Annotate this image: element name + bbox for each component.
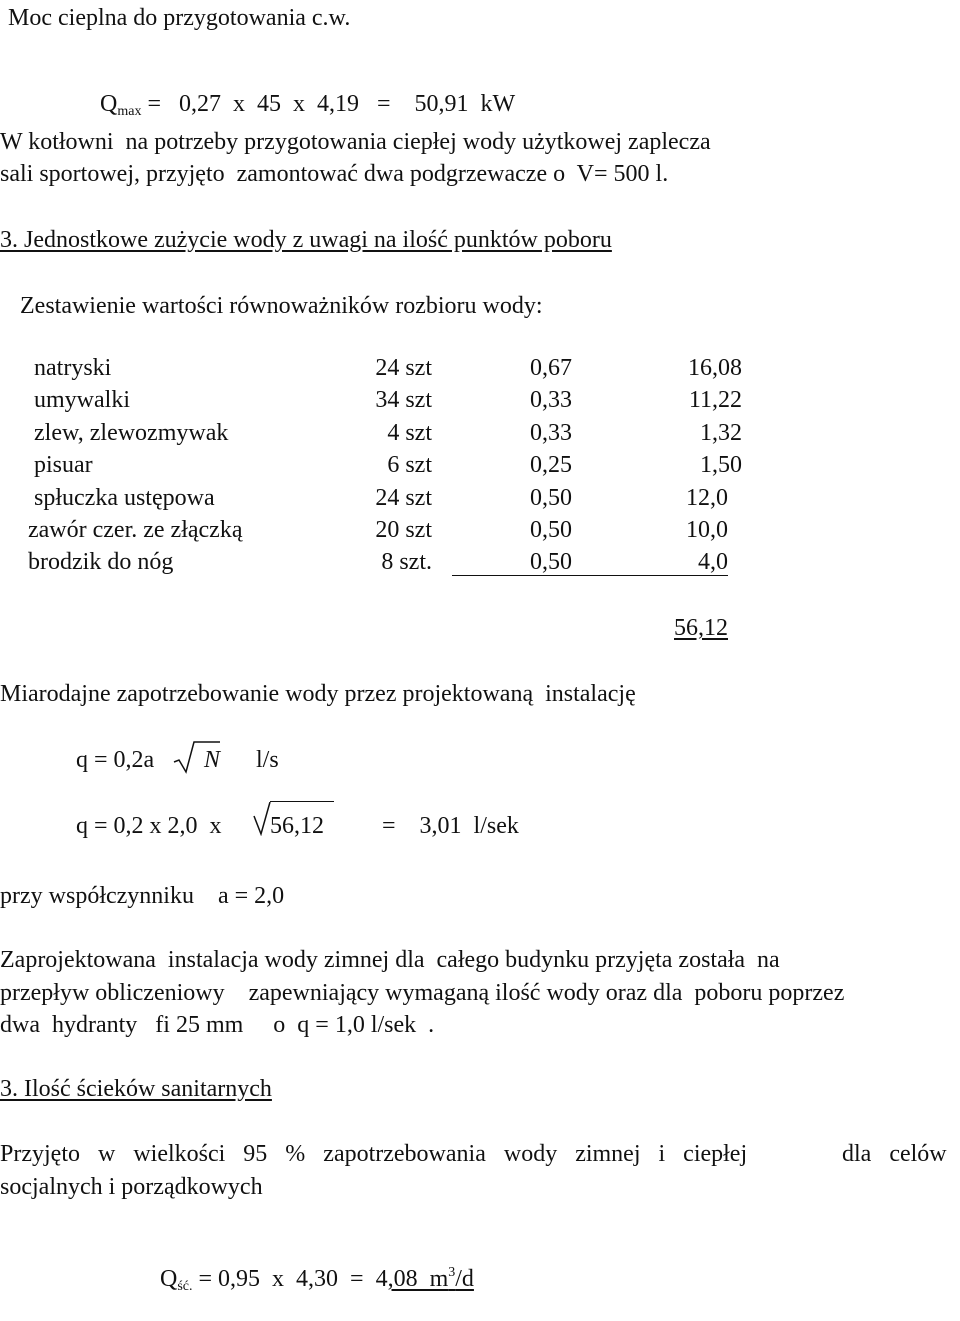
table-row	[0, 354, 960, 382]
fixture-equiv: 0,50	[530, 517, 572, 543]
sewage-paragraph-line-1-end: dla celów	[842, 1141, 947, 1167]
fixture-equiv: 0,67	[530, 355, 572, 381]
heading-hot-water: Moc cieplna do przygotowania c.w.	[8, 5, 351, 31]
formula-calc-result: = 3,01 l/sek	[382, 813, 519, 839]
sewage-symbol: Q	[160, 1266, 178, 1292]
fixture-name: zawór czer. ze złączką	[28, 517, 243, 543]
table-row	[0, 484, 960, 512]
qmax-expression: = 0,27 x 45 x 4,19 = 50,91 kW	[147, 91, 516, 117]
fixture-qty: 8 szt.	[381, 549, 432, 575]
fixture-qty: 6 szt	[387, 452, 432, 478]
fixture-sum: 12,0	[686, 485, 728, 511]
fixture-name: pisuar	[34, 452, 93, 478]
fixture-sum: 1,32	[700, 420, 742, 446]
section3-title: 3. Jednostkowe zużycie wody z uwagi na ilość punktów poboru	[0, 227, 612, 253]
table-row	[0, 451, 960, 479]
fixture-name: umywalki	[34, 387, 130, 413]
qmax-subscript: max	[117, 104, 142, 119]
fixture-equiv: 0,50	[530, 549, 572, 575]
fixture-qty: 34 szt	[375, 387, 432, 413]
formula-general-unit: l/s	[256, 747, 279, 773]
table-row	[0, 419, 960, 447]
sewage-expression-value	[388, 1266, 474, 1292]
equivalents-intro: Zestawienie wartości równoważników rozbioru wody:	[20, 293, 543, 319]
table-row	[0, 386, 960, 414]
design-paragraph-line-3: dwa hydranty fi 25 mm o q = 1,0 l/sek .	[0, 1012, 435, 1038]
fixture-qty: 24 szt	[375, 485, 432, 511]
design-paragraph-line-2: przepływ obliczeniowy zapewniający wymaganą ilość wody oraz dla poboru poprzez	[0, 980, 845, 1006]
formula-general-left: q = 0,2a	[76, 747, 155, 773]
formula-calc-radicand: 56,12	[270, 813, 324, 839]
fixture-name: zlew, zlewozmywak	[34, 420, 229, 446]
sqrt-vinculum	[270, 801, 334, 802]
sewage-expression-post: /d	[455, 1266, 474, 1292]
fixture-qty: 20 szt	[375, 517, 432, 543]
fixture-name: natryski	[34, 355, 112, 381]
coefficient-note: przy współczynniku a = 2,0	[0, 883, 285, 909]
fixtures-total: 56,12	[674, 615, 728, 641]
sqrt-symbol-icon	[252, 802, 272, 836]
sewage-value-text: ,08 m	[387, 1266, 449, 1292]
fixture-qty: 4 szt	[387, 420, 432, 446]
qmax-symbol: Q	[100, 91, 118, 117]
sum-underline	[452, 575, 728, 576]
sewage-paragraph-line-2: socjalnych i porządkowych	[0, 1174, 263, 1200]
fixture-name: spłuczka ustępowa	[34, 485, 215, 511]
fixture-sum: 11,22	[688, 387, 742, 413]
design-paragraph-line-1: Zaprojektowana instalacja wody zimnej dla całego budynku przyjęta została na	[0, 947, 780, 973]
sewage-expression-pre: = 0,95 x 4,30 = 4	[192, 1266, 388, 1292]
fixture-sum: 4,0	[698, 549, 728, 575]
formula-general-radicand: N	[204, 747, 221, 773]
sewage-exponent: 3	[448, 1265, 456, 1280]
sewage-subscript: ść.	[177, 1279, 193, 1294]
fixture-sum: 10,0	[686, 517, 728, 543]
table-row	[0, 548, 960, 576]
table-row	[0, 516, 960, 544]
fixture-equiv: 0,50	[530, 485, 572, 511]
formula-calc-left: q = 0,2 x 2,0 x	[76, 813, 222, 839]
fixture-equiv: 0,25	[530, 452, 572, 478]
fixture-sum: 16,08	[688, 355, 742, 381]
fixture-name: brodzik do nóg	[28, 549, 174, 575]
fixture-equiv: 0,33	[530, 420, 572, 446]
section-sewage-title: 3. Ilość ścieków sanitarnych	[0, 1076, 272, 1102]
boiler-paragraph-line-2: sali sportowej, przyjęto zamontować dwa podgrzewacze o V= 500 l.	[0, 161, 669, 187]
fixture-sum: 1,50	[700, 452, 742, 478]
boiler-paragraph-line-1: W kotłowni na potrzeby przygotowania ciepłej wody użytkowej zaplecza	[0, 129, 711, 155]
sewage-formula	[136, 1237, 474, 1321]
fixture-equiv: 0,33	[530, 387, 572, 413]
fixture-qty: 24 szt	[375, 355, 432, 381]
sewage-paragraph-line-1: Przyjęto w wielkości 95 % zapotrzebowania wody zimnej i ciepłej	[0, 1141, 748, 1167]
demand-title: Miarodajne zapotrzebowanie wody przez projektowaną instalację	[0, 681, 636, 707]
